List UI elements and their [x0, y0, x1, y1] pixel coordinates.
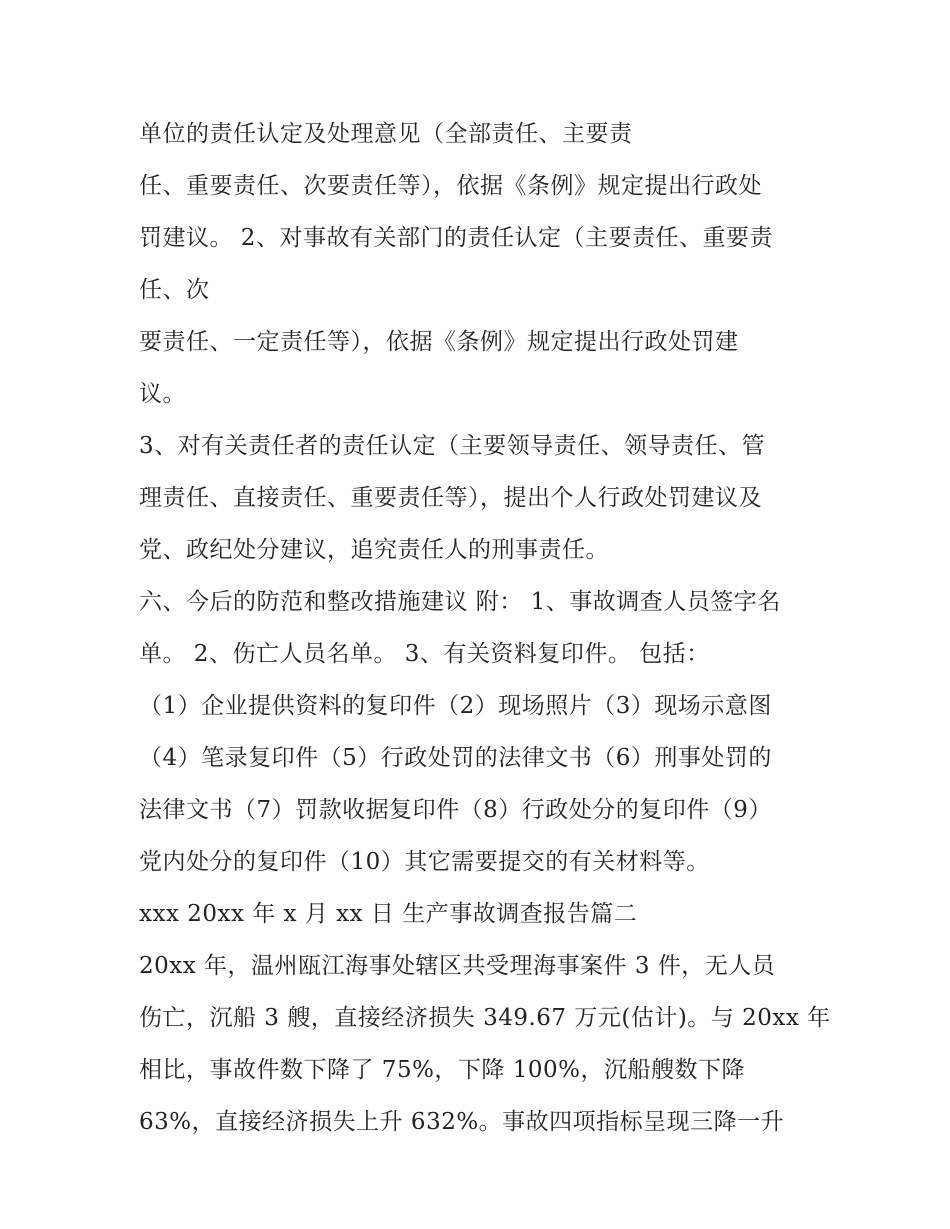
text-line: 议。 [139, 381, 186, 407]
text-line: 法律文书（7）罚款收据复印件（8）行政处分的复印件（9） [139, 797, 772, 823]
text-line: 理责任、直接责任、重要责任等），提出个人行政处罚建议及 [139, 485, 762, 511]
text-line: 党内处分的复印件（10）其它需要提交的有关材料等。 [139, 849, 710, 875]
document-body [139, 108, 839, 1148]
text-line: 20xx 年，温州瓯江海事处辖区共受理海事案件 3 件，无人员 [139, 953, 776, 979]
text-line: 单。 2、伤亡人员名单。 3、有关资料复印件。 包括： [139, 641, 710, 667]
text-line: 六、今后的防范和整改措施建议 附： 1、事故调查人员签字名 [139, 589, 781, 615]
text-line: 罚建议。 2、对事故有关部门的责任认定（主要责任、重要责 [139, 225, 773, 251]
text-line: 单位的责任认定及处理意见（全部责任、主要责 [139, 121, 633, 147]
text-line: （4）笔录复印件（5）行政处罚的法律文书（6）刑事处罚的 [139, 745, 772, 771]
text-line: 任、重要责任、次要责任等），依据《条例》规定提出行政处 [139, 173, 762, 199]
text-line: 任、次 [139, 277, 210, 303]
section-heading: xxx 20xx 年 x 月 xx 日 生产事故调查报告篇二 [139, 901, 638, 927]
text-line: 3、对有关责任者的责任认定（主要领导责任、领导责任、管 [139, 433, 766, 459]
text-line: 党、政纪处分建议，追究责任人的刑事责任。 [139, 537, 609, 563]
text-line: （1）企业提供资料的复印件（2）现场照片（3）现场示意图 [139, 693, 772, 719]
text-line: 伤亡，沉船 3 艘，直接经济损失 349.67 万元(估计)。与 20xx 年 [139, 1005, 831, 1031]
text-line: 相比，事故件数下降了 75%，下降 100%，沉船艘数下降 [139, 1057, 745, 1083]
text-line: 要责任、一定责任等），依据《条例》规定提出行政处罚建 [139, 329, 739, 355]
text-line: 63%，直接经济损失上升 632%。事故四项指标呈现三降一升 [139, 1109, 785, 1135]
